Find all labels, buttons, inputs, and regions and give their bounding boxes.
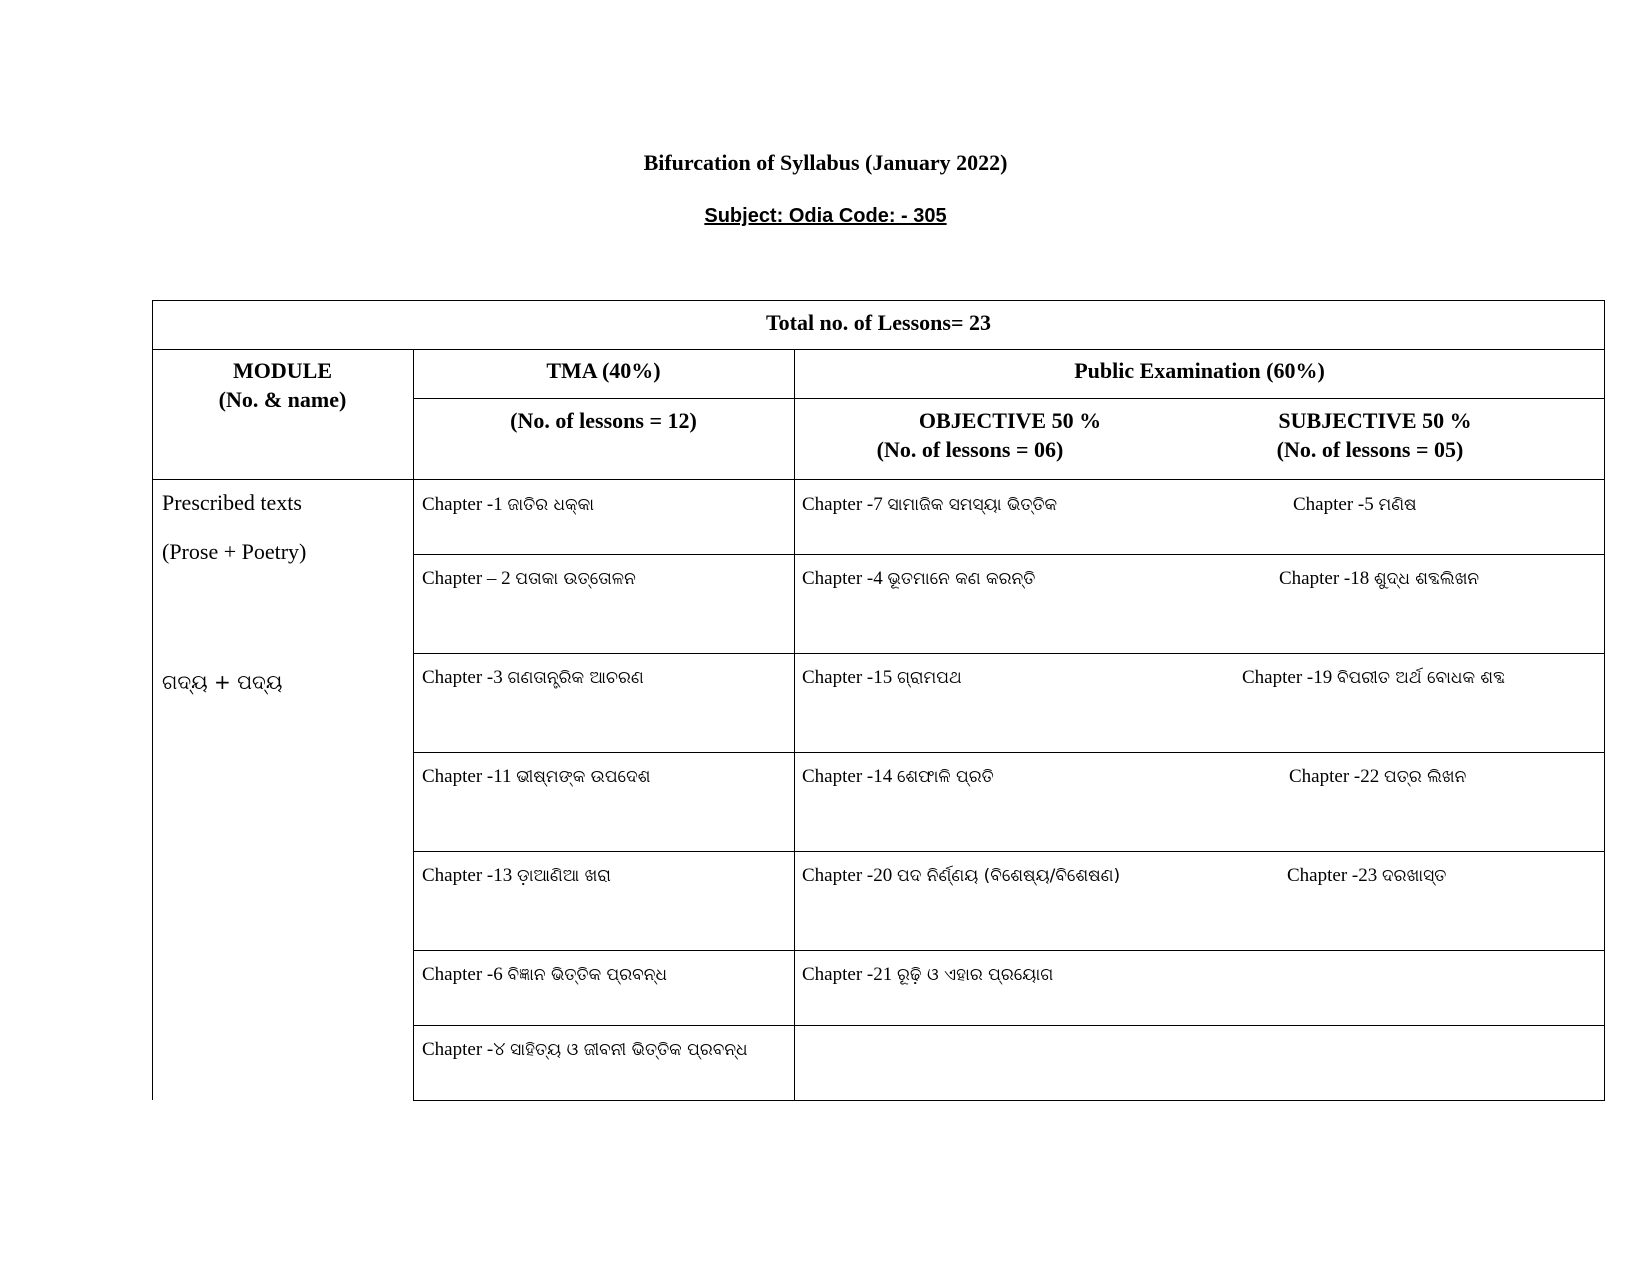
objective-chapter: Chapter -21 ରୂଢ଼ି ଓ ଏହାର ପ୍ରୟୋଗ: [802, 964, 1054, 985]
row-divider: [413, 950, 1605, 951]
subject-code: Subject: Odia Code: - 305: [704, 205, 947, 227]
objective-header: OBJECTIVE 50 %: [918, 408, 1102, 433]
table-border-top: [152, 300, 1605, 301]
subjective-chapter: Chapter -18 ଶୁଦ୍ଧ ଶବ୍ଦଲିଖନ: [1279, 568, 1480, 589]
tma-chapter: Chapter -6 ବିଜ୍ଞାନ ଭିତ୍ତିକ ପ୍ରବନ୍ଧ: [422, 964, 667, 985]
subjective-chapter: Chapter -23 ଦରଖାସ୍ତ: [1287, 865, 1447, 886]
module-prose-poetry: (Prose + Poetry): [162, 539, 307, 564]
tma-header: TMA (40%): [546, 358, 661, 383]
objective-chapter: Chapter -7 ସାମାଜିକ ସମସ୍ୟା ଭିତ୍ତିକ: [802, 494, 1058, 515]
subjective-chapter: Chapter -19 ବିପରୀତ ଅର୍ଥ ବୋଧକ ଶବ୍ଦ: [1242, 667, 1506, 688]
subjective-chapter: Chapter -5 ମଣିଷ: [1293, 494, 1417, 515]
module-odia-prose-poetry: ଗଦ୍ୟ + ପଦ୍ୟ: [162, 670, 283, 694]
tma-chapter: Chapter -୪ ସାହିତ୍ୟ ଓ ଜୀବନୀ ଭିତ୍ତିକ ପ୍ରବନ୍ଧ: [422, 1039, 748, 1060]
row-divider: [152, 349, 1605, 350]
total-lessons: Total no. of Lessons= 23: [765, 310, 992, 335]
tma-lessons: (No. of lessons = 12): [510, 408, 697, 433]
tma-chapter: Chapter -1 ଜାତିର ଧକ୍କା: [422, 494, 595, 515]
row-divider: [413, 398, 1605, 399]
module-header: MODULE: [233, 358, 332, 383]
tma-chapter: Chapter -13 ଡ଼ାଆଣିଆ ଖରା: [422, 865, 611, 886]
row-divider: [413, 851, 1605, 852]
table-border-right: [1604, 300, 1605, 1101]
row-divider: [413, 554, 1605, 555]
row-divider: [413, 752, 1605, 753]
subjective-chapter: Chapter -22 ପତ୍ର ଲିଖନ: [1289, 766, 1467, 787]
public-exam-header: Public Examination (60%): [1074, 358, 1325, 383]
tma-chapter: Chapter -11 ଭୀଷ୍ମଙ୍କ ଉପଦେଶ: [422, 766, 651, 787]
document-subtitle: [0, 205, 1651, 228]
module-header-sub: (No. & name): [218, 387, 347, 412]
objective-chapter: Chapter -15 ଗ୍ରାମପଥ: [802, 667, 962, 688]
subjective-header: SUBJECTIVE 50 %: [1278, 408, 1472, 433]
objective-chapter: Chapter -4 ଭୂତମାନେ କଣ କରନ୍ତି: [802, 568, 1036, 589]
tma-chapter: Chapter -3 ଗଣତାନ୍ତ୍ରିକ ଆଚରଣ: [422, 667, 644, 688]
module-prescribed-texts: Prescribed texts: [162, 490, 302, 515]
objective-lessons: (No. of lessons = 06): [876, 437, 1064, 462]
subjective-lessons: (No. of lessons = 05): [1276, 437, 1464, 462]
table-border-left: [152, 300, 153, 1100]
row-divider: [152, 479, 1605, 480]
table-border-bottom: [413, 1100, 1605, 1101]
document-title: Bifurcation of Syllabus (January 2022): [643, 150, 1008, 175]
row-divider: [413, 1025, 1605, 1026]
objective-chapter: Chapter -20 ପଦ ନିର୍ଣ୍ଣୟ (ବିଶେଷ୍ୟ/ବିଶେଷଣ): [802, 865, 1121, 886]
objective-chapter: Chapter -14 ଶେଫାଳି ପ୍ରତି: [802, 766, 994, 787]
row-divider: [413, 653, 1605, 654]
column-divider: [413, 349, 414, 1101]
tma-chapter: Chapter – 2 ପତାକା ଉତ୍ତୋଳନ: [422, 568, 636, 589]
